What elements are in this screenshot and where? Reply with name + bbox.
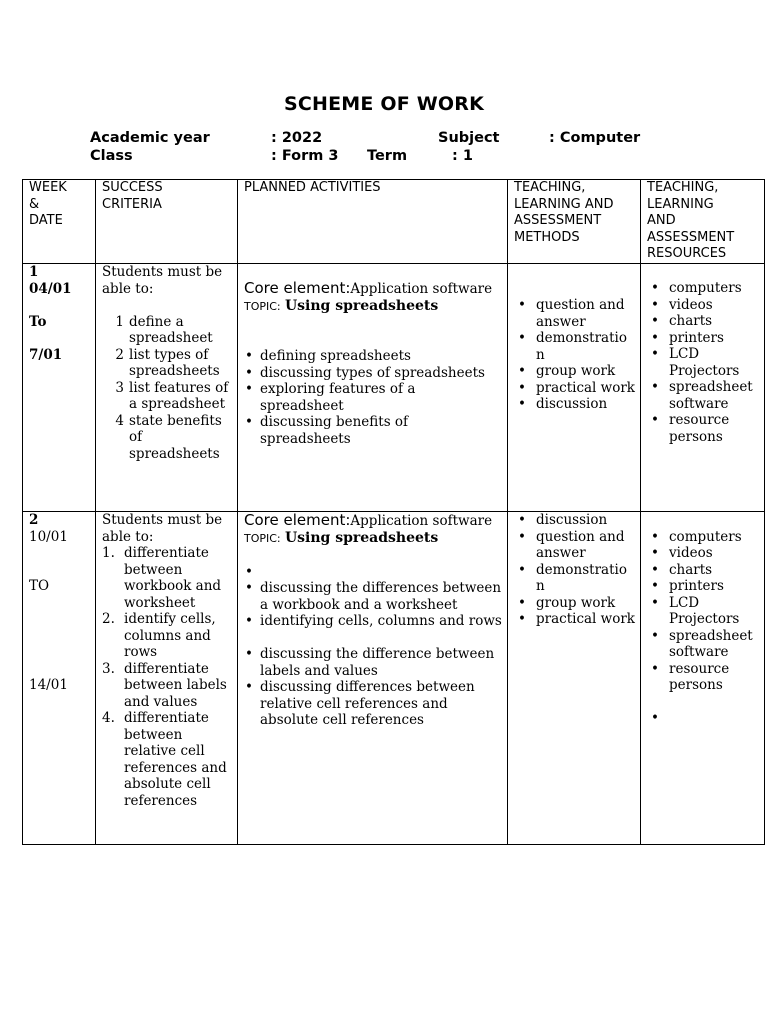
document-title: SCHEME OF WORK [283, 93, 485, 115]
list-item: • LCD Projectors [647, 346, 759, 379]
list-item: 1. differentiate between workbook and worksheet [102, 545, 222, 611]
week-cell [23, 512, 96, 845]
criteria-intro: Students must be able to: [102, 264, 223, 297]
list-item: • question and answer [514, 529, 635, 562]
success-criteria-cell [96, 512, 238, 845]
list-item: • charts [647, 313, 759, 330]
list-item: • printers [647, 578, 759, 595]
list-item: • practical work [514, 611, 635, 628]
list-item: • computers [647, 529, 759, 546]
topic: TOPIC: Using spreadsheets [244, 530, 439, 546]
subject-value: : Computer [549, 130, 641, 146]
date-from: 10/01 [29, 528, 68, 545]
list-item [244, 564, 502, 581]
list-item: 3 list features of a spreadsheet [115, 379, 229, 412]
list-item: 1 define a spreadsheet [115, 313, 213, 346]
list-item: • printers [647, 330, 759, 347]
list-item: • LCD Projectors [647, 595, 759, 628]
criteria-intro: Students must be able to: [102, 512, 223, 545]
academic-year-value: : 2022 [271, 130, 323, 146]
table-row [23, 512, 765, 845]
list-item: • spreadsheet software [647, 379, 759, 412]
header-methods: TEACHING, LEARNING AND ASSESSMENT METHODS [508, 180, 641, 264]
list-item: • resource persons [647, 412, 759, 445]
list-item: 4 state benefits of spreadsheets [115, 412, 222, 462]
success-criteria-cell [96, 264, 238, 512]
date-to: 14/01 [29, 676, 68, 693]
list-item: • discussing benefits of spreadsheets [244, 414, 502, 447]
list-item: 2. identify cells, columns and rows [102, 611, 216, 660]
academic-year-label: Academic year [90, 130, 210, 146]
list-item: • discussing the differences between a workbook and a worksheet [244, 580, 502, 613]
list-item: • defining spreadsheets [244, 348, 502, 365]
header-resources: TEACHING, LEARNING AND ASSESSMENT RESOURCES [641, 180, 765, 264]
list-item: • resource persons [647, 661, 759, 694]
date-to-separator: To [29, 313, 47, 330]
list-item: • discussing the difference between labels and values [244, 646, 502, 679]
header-planned-activities: PLANNED ACTIVITIES [238, 180, 508, 264]
methods-cell [508, 264, 641, 512]
date-to-separator: TO [29, 578, 50, 594]
list-item: • videos [647, 297, 759, 314]
list-item: • practical work [514, 380, 635, 397]
list-item: • identifying cells, columns and rows [244, 613, 502, 630]
week-number: 1 [29, 264, 39, 280]
week-cell [23, 264, 96, 512]
planned-activities-cell [238, 264, 508, 512]
list-item: • discussing differences between relative cell references and absolute cell references [244, 679, 502, 729]
resources-cell [641, 264, 765, 512]
list-item: • discussion [514, 512, 635, 529]
date-from: 04/01 [29, 280, 72, 297]
header-row [23, 180, 765, 264]
header-week: WEEK & DATE [23, 180, 96, 264]
resources-cell [641, 512, 765, 845]
list-item: 2 list types of spreadsheets [115, 346, 220, 379]
list-item: • videos [647, 545, 759, 562]
week-number: 2 [29, 512, 39, 528]
list-item: • computers [647, 280, 759, 297]
subject-label: Subject [438, 130, 500, 146]
list-item: • question and answer [514, 297, 635, 330]
core-element: Core element:Application software [244, 279, 493, 297]
list-item: • spreadsheet software [647, 628, 759, 661]
list-item: • demonstratio n [514, 562, 635, 595]
topic: TOPIC: Using spreadsheets [244, 298, 439, 314]
list-item: 3. differentiate between labels and values [102, 660, 227, 710]
list-item: • discussion [514, 396, 635, 413]
class-label: Class [90, 148, 133, 164]
list-item: • group work [514, 363, 635, 380]
list-item: • exploring features of a spreadsheet [244, 381, 502, 414]
list-item: • group work [514, 595, 635, 612]
core-element: Core element:Application software [244, 511, 493, 529]
term-value: : 1 [452, 148, 473, 164]
list-item: 4. differentiate between relative cell references and absolute cell references [102, 710, 227, 809]
list-item: • discussing types of spreadsheets [244, 365, 502, 382]
list-item: • charts [647, 562, 759, 579]
term-label: Term [367, 148, 408, 164]
planned-activities-cell [238, 512, 508, 845]
class-value: : Form 3 [271, 148, 339, 164]
list-item [647, 710, 759, 727]
scheme-table [22, 179, 765, 845]
date-to: 7/01 [29, 346, 63, 363]
list-item: • demonstratio n [514, 330, 635, 363]
table-row [23, 264, 765, 512]
methods-cell [508, 512, 641, 845]
header-success-criteria: SUCCESS CRITERIA [96, 180, 238, 264]
